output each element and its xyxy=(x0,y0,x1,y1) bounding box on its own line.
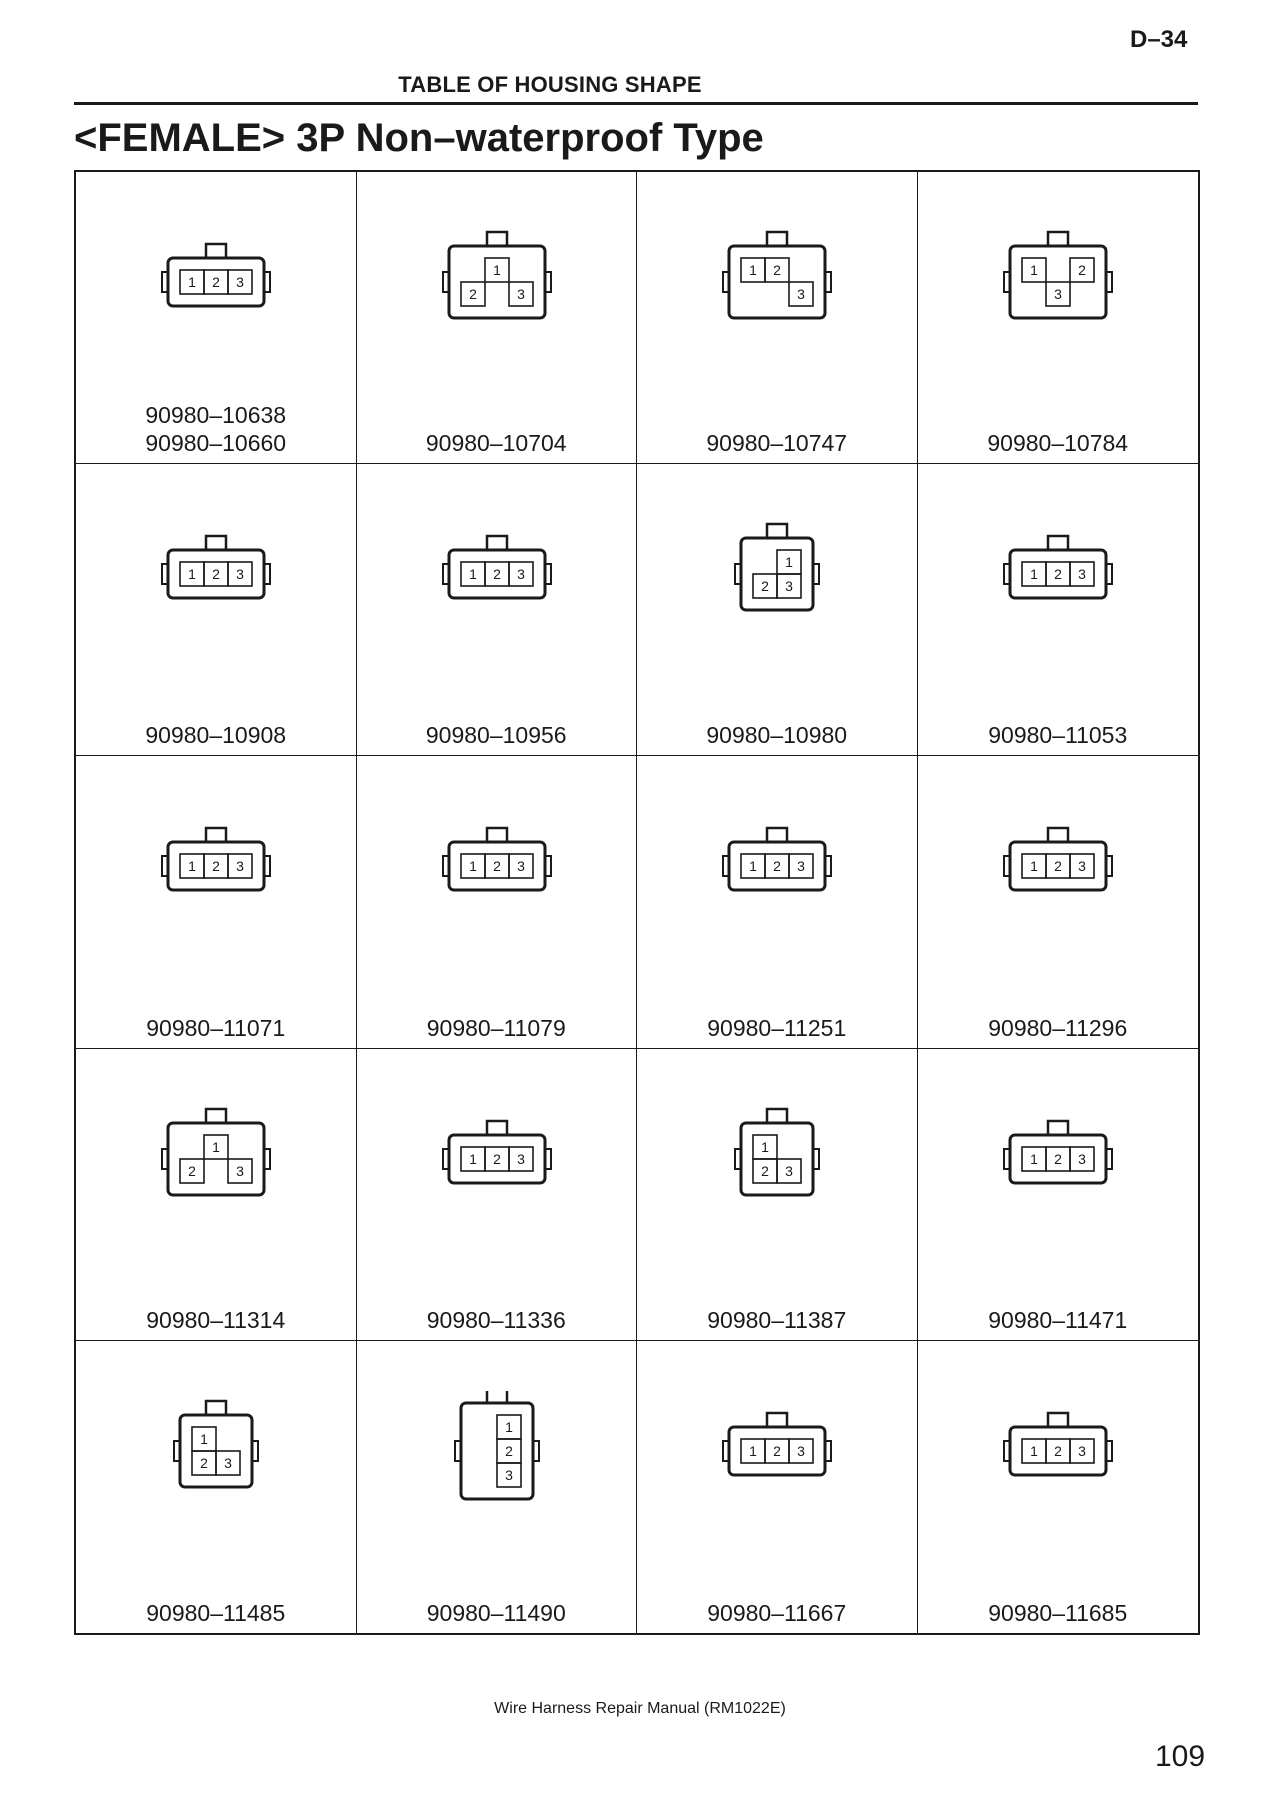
terminal-number: 1 xyxy=(212,1138,220,1155)
part-number: 90980–10704 xyxy=(425,430,567,457)
terminal-number: 3 xyxy=(236,1162,244,1179)
connector-housing-diagram xyxy=(697,222,857,332)
terminal-number: 1 xyxy=(468,566,477,583)
terminal-number: 2 xyxy=(492,1150,501,1167)
part-number: 90980–11251 xyxy=(707,1014,847,1041)
housing-side-tab xyxy=(264,1149,270,1169)
terminal-number: 2 xyxy=(212,566,220,583)
terminal-number: 3 xyxy=(236,274,244,290)
connector-housing-diagram xyxy=(697,806,857,916)
part-number: 90980–10956 xyxy=(425,722,567,749)
terminal-number: 3 xyxy=(516,858,525,875)
connector-housing-diagram xyxy=(417,1099,577,1209)
housing-side-tab xyxy=(1004,272,1010,292)
connector-cell xyxy=(918,1049,1199,1341)
terminal-number: 3 xyxy=(504,1466,513,1483)
part-number-list xyxy=(357,1014,637,1042)
connector-cell xyxy=(637,172,918,464)
housing-side-tab xyxy=(545,856,551,876)
housing-side-tab xyxy=(264,272,270,292)
part-number: 90980–11296 xyxy=(988,1014,1128,1041)
terminal-number: 2 xyxy=(504,1442,513,1459)
part-number-list xyxy=(76,1014,356,1042)
terminal-number: 1 xyxy=(468,1150,477,1167)
connector-housing-diagram xyxy=(136,1391,296,1501)
header-rule xyxy=(74,102,1198,105)
connector-housing-diagram xyxy=(417,222,577,332)
housing-side-tab xyxy=(455,1441,461,1461)
terminal-number: 2 xyxy=(212,274,220,290)
terminal-number: 1 xyxy=(785,554,793,571)
part-number: 90980–11053 xyxy=(988,722,1128,749)
housing-side-tab xyxy=(162,856,168,876)
connector-cell xyxy=(918,1341,1199,1633)
housing-side-tab xyxy=(1004,1441,1010,1461)
part-number: 90980–10638 xyxy=(145,402,287,429)
terminal-number: 2 xyxy=(1053,1442,1062,1459)
connector-cell xyxy=(76,464,357,756)
housing-side-tab xyxy=(1106,856,1112,876)
housing-side-tab xyxy=(1004,856,1010,876)
housing-side-tab xyxy=(162,1149,168,1169)
part-number-list xyxy=(357,429,637,457)
part-number-list xyxy=(357,1306,637,1334)
housing-side-tab xyxy=(1004,1149,1010,1169)
terminal-number: 1 xyxy=(1029,858,1038,875)
part-number: 90980–10908 xyxy=(145,722,287,749)
housing-side-tab xyxy=(252,1441,258,1461)
housing-side-tab xyxy=(545,272,551,292)
part-number-list xyxy=(918,429,1199,457)
connector-housing-diagram xyxy=(136,806,296,916)
housing-side-tab xyxy=(813,564,819,584)
terminal-number: 2 xyxy=(761,578,769,595)
connector-cell xyxy=(357,172,638,464)
housing-side-tab xyxy=(545,1149,551,1169)
terminal-number: 2 xyxy=(188,1162,196,1179)
part-number-list xyxy=(76,721,356,749)
terminal-number: 1 xyxy=(1029,262,1038,278)
housing-side-tab xyxy=(723,272,729,292)
part-number-list xyxy=(637,1014,917,1042)
housing-side-tab xyxy=(735,1149,741,1169)
connector-housing-diagram xyxy=(978,514,1138,624)
connector-cell xyxy=(357,756,638,1048)
terminal-number: 1 xyxy=(492,262,501,278)
connector-housing-diagram xyxy=(697,1099,857,1209)
terminal-number: 1 xyxy=(749,858,757,875)
part-number: 90980–10747 xyxy=(706,430,848,457)
terminal-number: 1 xyxy=(188,566,196,583)
page-title: <FEMALE> 3P Non–waterproof Type xyxy=(74,116,764,160)
part-number: 90980–11485 xyxy=(146,1600,286,1626)
housing-side-tab xyxy=(174,1441,180,1461)
part-number-list xyxy=(918,1599,1199,1627)
housing-side-tab xyxy=(264,856,270,876)
part-number-list xyxy=(637,429,917,457)
housing-side-tab xyxy=(162,272,168,292)
terminal-number: 2 xyxy=(1077,262,1086,278)
terminal-number: 2 xyxy=(1053,1150,1062,1167)
part-number-list xyxy=(637,1599,917,1627)
housing-side-tab xyxy=(1004,564,1010,584)
terminal-number: 3 xyxy=(785,1162,793,1179)
terminal-number: 3 xyxy=(797,286,805,302)
housing-side-tab xyxy=(825,1441,831,1461)
housing-side-tab xyxy=(545,564,551,584)
terminal-number: 3 xyxy=(1077,1442,1086,1459)
terminal-number: 2 xyxy=(212,858,220,875)
terminal-number: 3 xyxy=(516,566,525,583)
connector-cell xyxy=(76,1049,357,1341)
housing-side-tab xyxy=(443,856,449,876)
terminal-number: 3 xyxy=(1077,858,1086,875)
page-code: D–34 xyxy=(1130,26,1188,53)
part-number-list xyxy=(918,1014,1199,1042)
housing-side-tab xyxy=(813,1149,819,1169)
terminal-number: 1 xyxy=(1029,1150,1038,1167)
connector-cell xyxy=(76,756,357,1048)
terminal-number: 2 xyxy=(200,1454,208,1471)
terminal-number: 3 xyxy=(797,1442,805,1459)
housing-side-tab xyxy=(1106,564,1112,584)
terminal-number: 3 xyxy=(1077,566,1086,583)
terminal-number: 3 xyxy=(516,286,525,302)
terminal-number: 1 xyxy=(188,858,196,875)
terminal-number: 3 xyxy=(236,858,244,875)
part-number-list xyxy=(357,721,637,749)
part-number: 90980–11071 xyxy=(146,1014,286,1041)
connector-cell xyxy=(637,1049,918,1341)
connector-housing-diagram xyxy=(417,514,577,624)
terminal-number: 1 xyxy=(749,262,757,278)
terminal-number: 1 xyxy=(200,1430,208,1447)
connector-housing-diagram xyxy=(136,1099,296,1209)
housing-side-tab xyxy=(443,1149,449,1169)
part-number-list xyxy=(357,1599,637,1627)
terminal-number: 3 xyxy=(1053,286,1062,302)
terminal-number: 3 xyxy=(516,1150,525,1167)
terminal-number: 1 xyxy=(188,274,196,290)
housing-side-tab xyxy=(1106,1149,1112,1169)
terminal-number: 2 xyxy=(1053,566,1062,583)
part-number-list xyxy=(637,1306,917,1334)
housing-side-tab xyxy=(825,856,831,876)
terminal-number: 2 xyxy=(773,1442,781,1459)
connector-housing-diagram xyxy=(697,514,857,624)
connector-cell xyxy=(918,756,1199,1048)
housing-side-tab xyxy=(443,272,449,292)
section-title: TABLE OF HOUSING SHAPE xyxy=(398,72,702,97)
housing-side-tab xyxy=(162,564,168,584)
housing-side-tab xyxy=(1106,272,1112,292)
footer-manual-name: Wire Harness Repair Manual (RM1022E) xyxy=(494,1700,786,1717)
part-number-list xyxy=(76,401,356,457)
connector-housing-diagram xyxy=(978,222,1138,332)
terminal-number: 2 xyxy=(1053,858,1062,875)
connector-housing-diagram xyxy=(978,1391,1138,1501)
terminal-number: 3 xyxy=(236,566,244,583)
page-number: 109 xyxy=(1155,1740,1206,1773)
housing-side-tab xyxy=(1106,1441,1112,1461)
connector-housing-diagram xyxy=(136,514,296,624)
part-number: 90980–10660 xyxy=(145,430,287,457)
housing-side-tab xyxy=(825,272,831,292)
terminal-number: 2 xyxy=(773,262,781,278)
connector-cell xyxy=(357,1341,638,1633)
housing-side-tab xyxy=(723,1441,729,1461)
terminal-number: 1 xyxy=(504,1418,513,1435)
connector-housing-diagram xyxy=(697,1391,857,1501)
housing-side-tab xyxy=(533,1441,539,1461)
terminal-number: 1 xyxy=(749,1442,757,1459)
connector-housing-diagram xyxy=(136,222,296,332)
terminal-number: 2 xyxy=(773,858,781,875)
connector-cell xyxy=(357,464,638,756)
part-number: 90980–10784 xyxy=(987,430,1129,457)
housing-side-tab xyxy=(723,856,729,876)
connector-cell xyxy=(918,172,1199,464)
terminal-number: 3 xyxy=(1077,1150,1086,1167)
connector-cell xyxy=(637,756,918,1048)
connector-cell xyxy=(357,1049,638,1341)
terminal-number: 1 xyxy=(1029,1442,1038,1459)
part-number: 90980–11490 xyxy=(426,1600,566,1626)
part-number-list xyxy=(76,1306,356,1334)
terminal-number: 1 xyxy=(468,858,477,875)
terminal-number: 3 xyxy=(797,858,805,875)
terminal-number: 1 xyxy=(1029,566,1038,583)
connector-housing-diagram xyxy=(417,806,577,916)
part-number: 90980–10980 xyxy=(706,722,848,749)
part-number: 90980–11314 xyxy=(146,1306,286,1333)
housing-side-tab xyxy=(264,564,270,584)
housing-side-tab xyxy=(735,564,741,584)
part-number-list xyxy=(76,1599,356,1627)
part-number: 90980–11387 xyxy=(707,1306,847,1333)
connector-cell xyxy=(76,1341,357,1633)
housing-side-tab xyxy=(443,564,449,584)
terminal-number: 2 xyxy=(468,286,477,302)
part-number-list xyxy=(637,721,917,749)
housing-shape-table xyxy=(74,170,1200,1635)
connector-cell xyxy=(637,1341,918,1633)
terminal-number: 1 xyxy=(761,1138,769,1155)
terminal-number: 3 xyxy=(224,1454,232,1471)
connector-cell xyxy=(637,464,918,756)
terminal-number: 3 xyxy=(785,578,793,595)
part-number-list xyxy=(918,721,1199,749)
part-number-list xyxy=(918,1306,1199,1334)
part-number: 90980–11079 xyxy=(426,1014,566,1041)
connector-cell xyxy=(918,464,1199,756)
part-number: 90980–11685 xyxy=(988,1600,1128,1626)
connector-housing-diagram xyxy=(417,1391,577,1501)
part-number: 90980–11667 xyxy=(707,1600,847,1626)
connector-housing-diagram xyxy=(978,806,1138,916)
connector-cell xyxy=(76,172,357,464)
part-number: 90980–11336 xyxy=(426,1306,566,1333)
part-number: 90980–11471 xyxy=(988,1306,1128,1333)
terminal-number: 2 xyxy=(492,858,501,875)
terminal-number: 2 xyxy=(761,1162,769,1179)
connector-housing-diagram xyxy=(978,1099,1138,1209)
terminal-number: 2 xyxy=(492,566,501,583)
